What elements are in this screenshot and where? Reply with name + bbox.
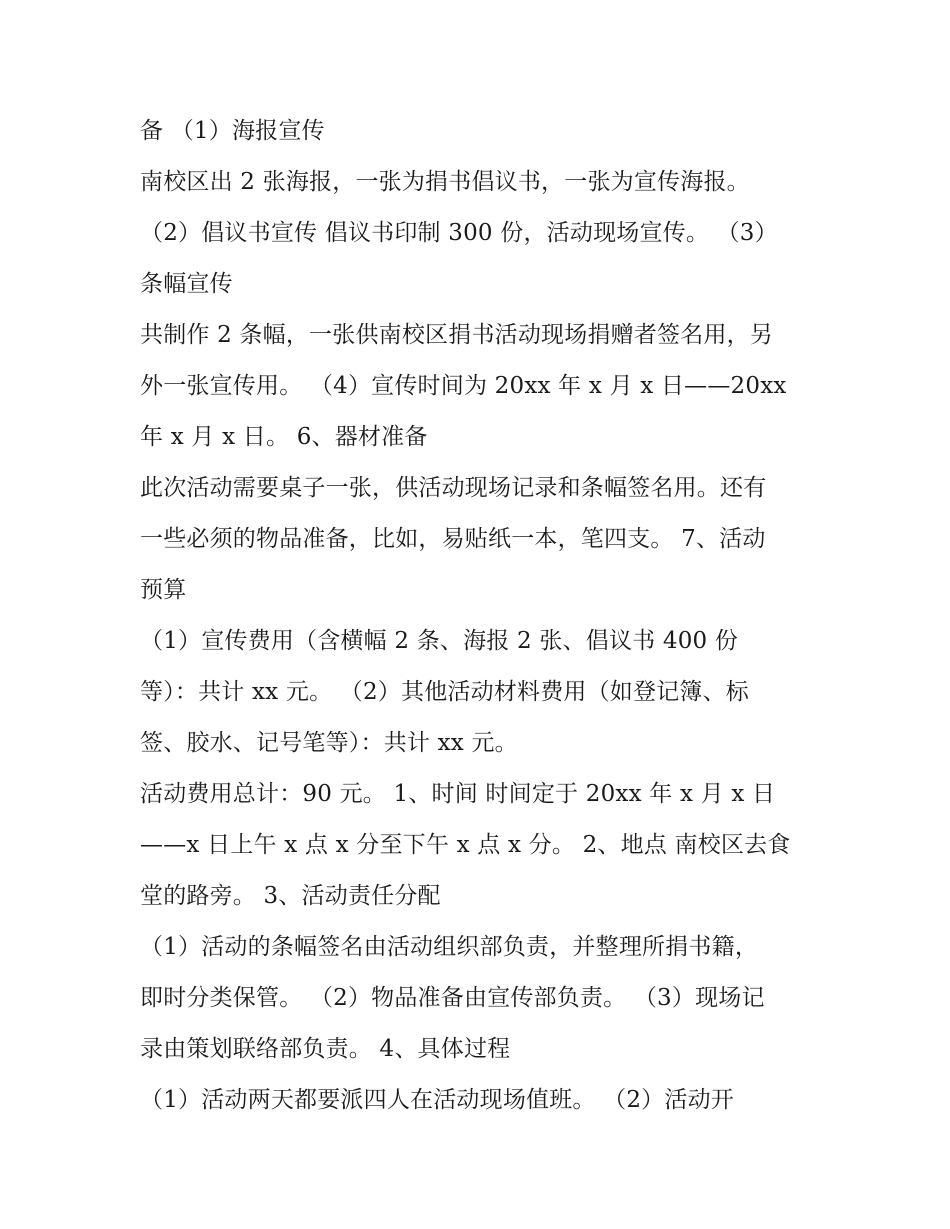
text-line: 即时分类保管。 （2）物品准备由宣传部负责。 （3）现场记 (140, 985, 765, 1011)
text-line: 堂的路旁。 3、活动责任分配 (140, 883, 441, 909)
text-line: 外一张宣传用。 （4）宣传时间为 20xx 年 x 月 x 日——20xx (140, 373, 787, 399)
text-line: 录由策划联络部负责。 4、具体过程 (140, 1036, 511, 1062)
text-line: 条幅宣传 (140, 271, 233, 297)
text-line: 备 （1）海报宣传 (140, 118, 325, 144)
document-body (140, 106, 830, 1126)
text-line: 此次活动需要桌子一张，供活动现场记录和条幅签名用。还有 (140, 475, 767, 501)
text-line: 共制作 2 条幅，一张供南校区捐书活动现场捐赠者签名用，另 (140, 322, 774, 348)
text-line: ——x 日上午 x 点 x 分至下午 x 点 x 分。 2、地点 南校区去食 (140, 832, 791, 858)
text-line: 南校区出 2 张海报，一张为捐书倡议书，一张为宣传海报。 (140, 169, 750, 195)
text-line: 等）：共计 xx 元。 （2）其他活动材料费用（如登记簿、标 (140, 679, 750, 705)
text-line: 一些必须的物品准备，比如，易贴纸一本，笔四支。 7、活动 (140, 526, 766, 552)
text-line: 签、胶水、记号笔等）：共计 xx 元。 (140, 730, 518, 756)
text-line: （1）宣传费用（含横幅 2 条、海报 2 张、倡议书 400 份 (140, 628, 739, 654)
text-line: 活动费用总计：90 元。 1、时间 时间定于 20xx 年 x 月 x 日 (140, 781, 776, 807)
text-line: （2）倡议书宣传 倡议书印制 300 份，活动现场宣传。 （3） (140, 220, 778, 246)
text-line: （1）活动两天都要派四人在活动现场值班。 （2）活动开 (140, 1087, 734, 1113)
text-line: 预算 (140, 577, 187, 603)
text-line: 年 x 月 x 日。 6、器材准备 (140, 424, 428, 450)
text-line: （1）活动的条幅签名由活动组织部负责，并整理所捐书籍， (140, 934, 759, 960)
